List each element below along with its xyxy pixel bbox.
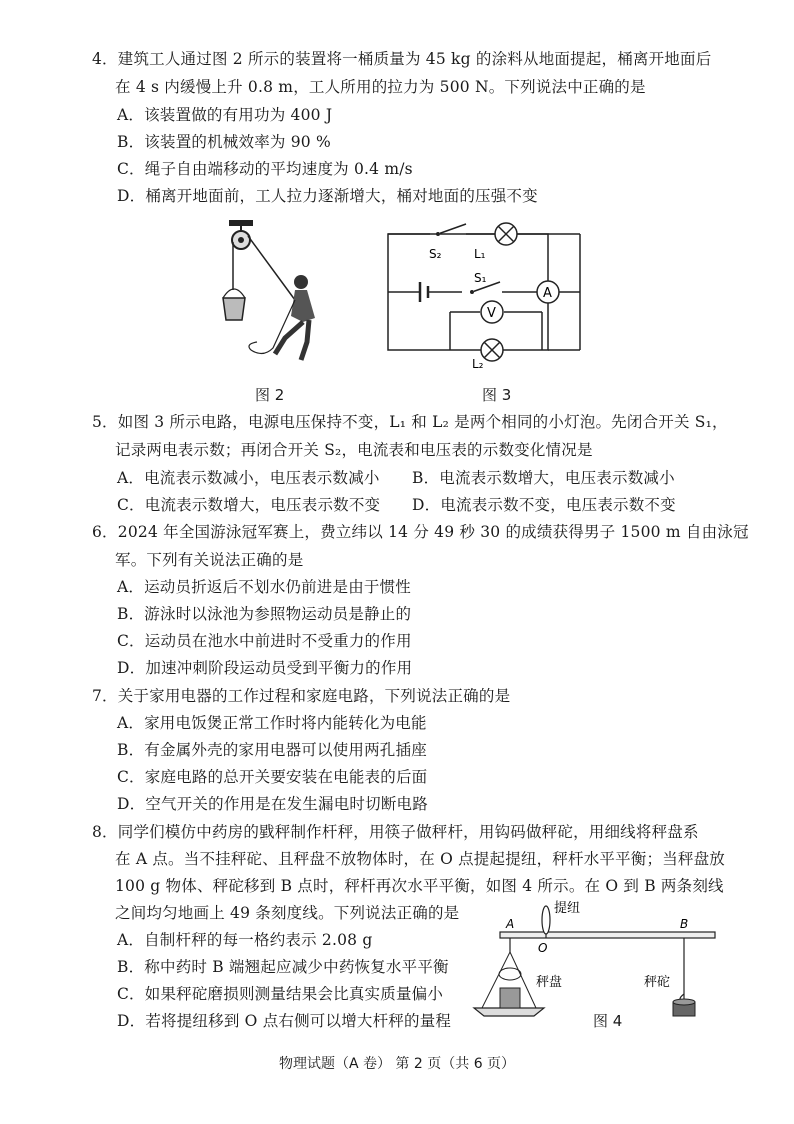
q8-stem-line3: 100 g 物体、秤砣移到 B 点时，秤杆再次水平平衡，如图 4 所示。在 O 到 B 两条刻线 <box>115 877 724 895</box>
q8-option-d: D．若将提纽移到 O 点右侧可以增大杆秤的量程 <box>117 1012 452 1030</box>
point-o-label: O <box>538 941 548 955</box>
q6-option-d: D．加速冲刺阶段运动员受到平衡力的作用 <box>117 659 413 677</box>
point-a-label: A <box>506 917 515 931</box>
q5-option-d: D．电流表示数不变，电压表示数不变 <box>412 496 676 514</box>
chengpan-label: 秤盘 <box>536 975 563 990</box>
q8-stem-line1: 8．同学们模仿中药房的戥秤制作杆秤，用筷子做秤杆，用钩码做秤砣，用细线将秤盘系 <box>92 823 699 841</box>
q5-stem-line1: 5．如图 3 所示电路，电源电压保持不变，L₁ 和 L₂ 是两个相同的小灯泡。先闭合开关 S₁， <box>92 413 728 431</box>
figure-4-caption: 图 4 <box>593 1012 623 1030</box>
q7-option-d: D．空气开关的作用是在发生漏电时切断电路 <box>117 795 428 813</box>
q4-option-c: C．绳子自由端移动的平均速度为 0.4 m/s <box>117 160 413 178</box>
q7-stem-line1: 7．关于家用电器的工作过程和家庭电路，下列说法正确的是 <box>92 687 511 705</box>
q6-stem-line1: 6．2024 年全国游泳冠军赛上，费立纬以 14 分 49 秒 30 的成绩获得男子 1500 m 自由泳冠 <box>92 523 749 541</box>
figure-2-caption: 图 2 <box>255 386 285 404</box>
page-footer: 物理试题（A 卷） 第 2 页（共 6 页） <box>278 1056 516 1072</box>
q7-option-c: C．家庭电路的总开关要安装在电能表的后面 <box>117 768 428 786</box>
q5-option-a: A．电流表示数减小，电压表示数减小 <box>117 469 380 487</box>
ammeter-label: A <box>543 286 552 301</box>
l1-label: L₁ <box>474 247 486 261</box>
voltmeter-label: V <box>487 306 496 321</box>
q4-stem-line2: 在 4 s 内缓慢上升 0.8 m，工人所用的拉力为 500 N。下列说法中正确的是 <box>115 78 646 96</box>
q6-stem-line2: 军。下列有关说法正确的是 <box>115 551 304 569</box>
q7-option-b: B．有金属外壳的家用电器可以使用两孔插座 <box>117 741 427 759</box>
s2-label: S₂ <box>429 247 442 261</box>
q4-option-d: D．桶离开地面前，工人拉力逐渐增大，桶对地面的压强不变 <box>117 187 538 205</box>
point-b-label: B <box>680 917 689 931</box>
tizu-label: 提纽 <box>554 901 581 916</box>
q6-option-b: B．游泳时以泳池为参照物运动员是静止的 <box>117 605 412 623</box>
figure-3-circuit-diagram <box>380 220 590 370</box>
q7-option-a: A．家用电饭煲正常工作时将内能转化为电能 <box>117 714 427 732</box>
figure-3-caption: 图 3 <box>482 386 512 404</box>
chengtuo-label: 秤砣 <box>644 975 671 990</box>
q8-option-a: A．自制杆秤的每一格约表示 2.08 g <box>117 931 373 949</box>
figure-2-pulley-illustration <box>215 218 335 368</box>
q8-option-b: B．称中药时 B 端翘起应减少中药恢复水平平衡 <box>117 958 449 976</box>
q8-stem-line4: 之间均匀地画上 49 条刻度线。下列说法正确的是 <box>115 904 460 922</box>
s1-label: S₁ <box>474 271 487 285</box>
q4-stem-line1: 4．建筑工人通过图 2 所示的装置将一桶质量为 45 kg 的涂料从地面提起，桶离开地面后 <box>92 50 712 68</box>
q5-option-c: C．电流表示数增大，电压表示数不变 <box>117 496 381 514</box>
q4-option-a: A．该装置做的有用功为 400 J <box>117 106 333 124</box>
q8-option-c: C．如果秤砣磨损则测量结果会比真实质量偏小 <box>117 985 444 1003</box>
l2-label: L₂ <box>472 357 484 370</box>
q6-option-a: A．运动员折返后不划水仍前进是由于惯性 <box>117 578 411 596</box>
q8-stem-line2: 在 A 点。当不挂秤砣、且秤盘不放物体时，在 O 点提起提纽，秤杆水平平衡；当秤盘放 <box>115 850 726 868</box>
q5-option-b: B．电流表示数增大，电压表示数减小 <box>412 469 675 487</box>
q4-option-b: B．该装置的机械效率为 90 % <box>117 133 331 151</box>
q5-stem-line2: 记录两电表示数；再闭合开关 S₂，电流表和电压表的示数变化情况是 <box>115 441 593 459</box>
q6-option-c: C．运动员在池水中前进时不受重力的作用 <box>117 632 412 650</box>
